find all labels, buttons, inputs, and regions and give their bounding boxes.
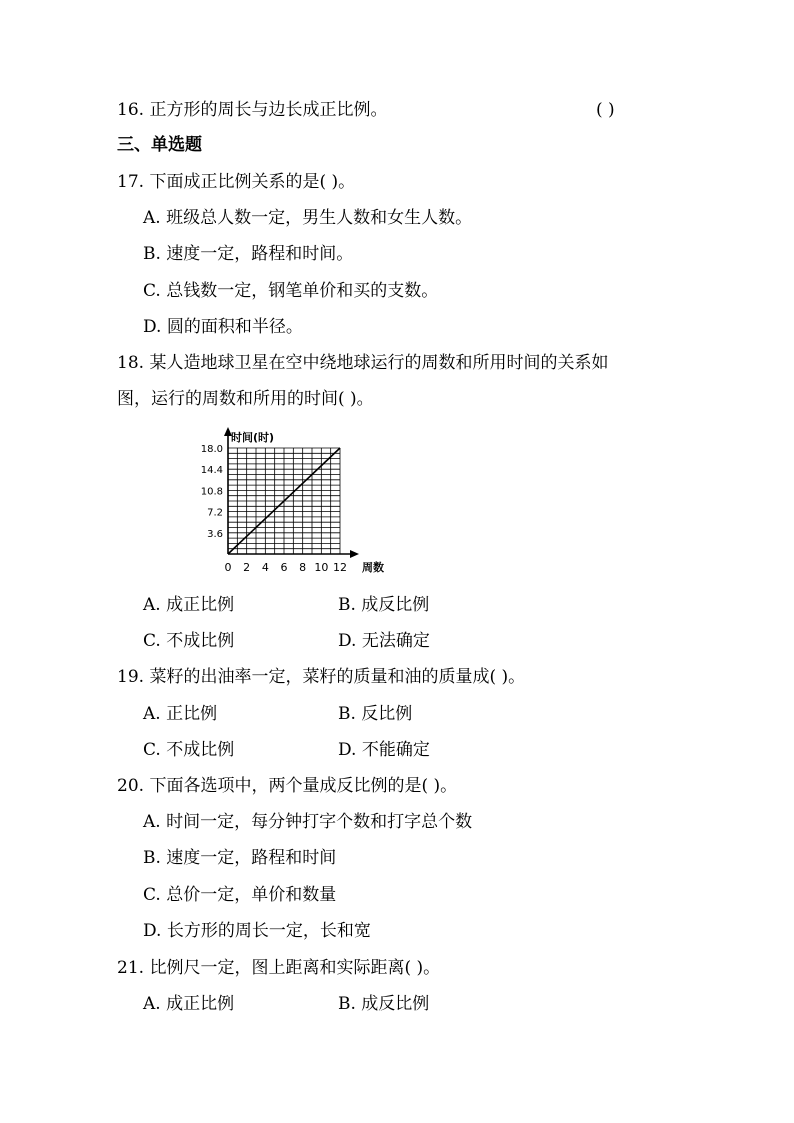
question-17-stem: 17. 下面成正比例关系的是( )。	[117, 172, 356, 192]
question-17-option-c[interactable]: C. 总钱数一定，钢笔单价和买的支数。	[143, 281, 439, 301]
section-title: 三、单选题	[117, 135, 202, 155]
question-18-option-b[interactable]: B. 成反比例	[338, 595, 430, 615]
y-tick-label: 3.6	[207, 528, 223, 540]
question-21-option-a[interactable]: A. 成正比例	[143, 994, 235, 1014]
question-18-option-a[interactable]: A. 成正比例	[143, 595, 235, 615]
question-19-option-c[interactable]: C. 不成比例	[143, 740, 235, 760]
x-tick-label: 10	[314, 561, 329, 574]
question-20-option-b[interactable]: B. 速度一定，路程和时间	[143, 848, 337, 868]
question-19-option-a[interactable]: A. 正比例	[143, 704, 218, 724]
question-19-stem: 19. 菜籽的出油率一定，菜籽的质量和油的质量成( )。	[117, 667, 526, 687]
question-19-option-b[interactable]: B. 反比例	[338, 704, 413, 724]
x-tick-label: 0	[224, 561, 232, 574]
x-axis-label: 周数	[362, 561, 384, 574]
y-tick-label: 18.0	[200, 444, 223, 455]
question-16-answer-bracket[interactable]: ( )	[596, 100, 615, 120]
question-20-option-a[interactable]: A. 时间一定，每分钟打字个数和打字总个数	[143, 812, 473, 832]
question-18-stem-line-1: 18. 某人造地球卫星在空中绕地球运行的周数和所用时间的关系如	[117, 353, 609, 373]
question-17-option-b[interactable]: B. 速度一定，路程和时间。	[143, 244, 354, 264]
question-18-stem-line-2: 图，运行的周数和所用的时间( )。	[117, 389, 374, 409]
question-17-option-a[interactable]: A. 班级总人数一定，男生人数和女生人数。	[143, 208, 473, 228]
question-21-option-b[interactable]: B. 成反比例	[338, 994, 430, 1014]
question-21-stem: 21. 比例尺一定，图上距离和实际距离( )。	[117, 958, 441, 978]
question-19-option-d[interactable]: D. 不能确定	[338, 740, 430, 760]
x-tick-label: 12	[333, 561, 347, 574]
x-tick-label: 8	[299, 561, 307, 574]
question-18-option-d[interactable]: D. 无法确定	[338, 631, 430, 651]
question-17-option-d[interactable]: D. 圆的面积和半径。	[143, 317, 303, 337]
y-axis-label: 时间(时)	[231, 431, 275, 444]
question-16-text: 16. 正方形的周长与边长成正比例。	[117, 100, 388, 120]
x-tick-label: 2	[243, 561, 251, 574]
y-tick-label: 7.2	[207, 507, 223, 519]
orbit-time-chart	[190, 424, 400, 582]
question-18-option-c[interactable]: C. 不成比例	[143, 631, 235, 651]
question-20-stem: 20. 下面各选项中，两个量成反比例的是( )。	[117, 776, 458, 796]
question-20-option-c[interactable]: C. 总价一定，单价和数量	[143, 885, 337, 905]
x-tick-label: 4	[261, 561, 269, 574]
x-tick-label: 6	[280, 561, 288, 574]
x-axis-arrow	[350, 550, 359, 558]
question-20-option-d[interactable]: D. 长方形的周长一定，长和宽	[143, 921, 371, 941]
y-tick-label: 10.8	[200, 486, 223, 498]
y-tick-label: 14.4	[200, 465, 223, 477]
